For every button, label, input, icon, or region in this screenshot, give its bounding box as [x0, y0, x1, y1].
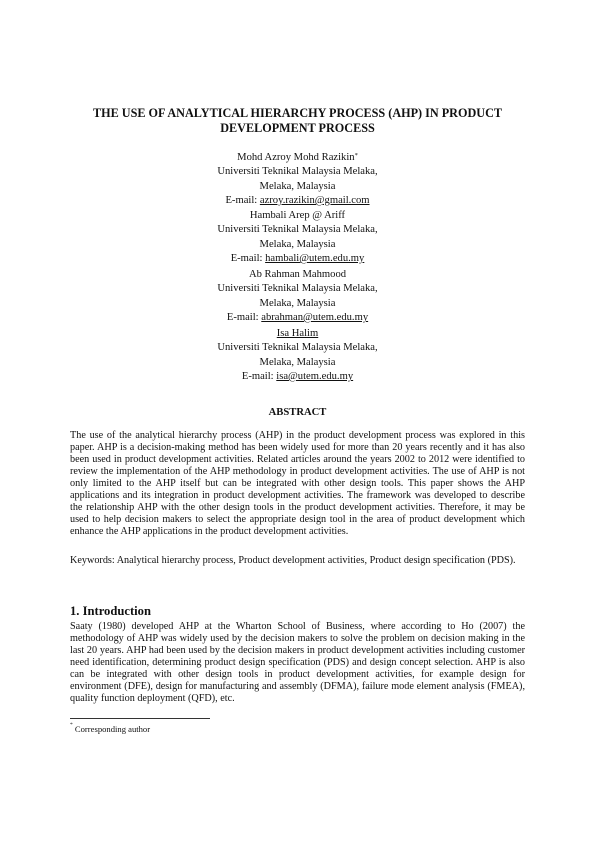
footnote-text: Corresponding author	[74, 724, 151, 734]
author-block	[100, 151, 495, 208]
author-name-line	[100, 151, 495, 165]
author-email-line	[100, 311, 495, 325]
author-email-link[interactable]: isa@utem.edu.my	[276, 370, 354, 382]
email-label: E-mail:	[226, 311, 262, 323]
email-label: E-mail:	[225, 194, 260, 206]
keywords-text: Keywords: Analytical hierarchy process, Product development activities, Product design specification (PDS).	[70, 555, 516, 566]
author-email-link[interactable]: abrahman@utem.edu.my	[261, 311, 369, 323]
author-email-line	[100, 370, 495, 384]
author-name: Mohd Azroy Mohd Razikin	[237, 152, 355, 163]
author-block	[100, 209, 495, 266]
abstract-heading: ABSTRACT	[268, 407, 327, 418]
author-email-line	[100, 252, 495, 266]
section-heading-introduction: 1. Introduction	[70, 604, 151, 618]
footnote-mark: *	[70, 722, 73, 728]
author-name: Hambali Arep @ Ariff	[249, 210, 346, 221]
abstract-text: The use of the analytical hierarchy process (AHP) in the product development process was explored in this paper. AHP is a decision-making method has been widely used for more than 20 years recently and it has also been used in product development activities. Related articles around the years 2002 to 2012 were identified to review the implementation of the AHP methodology in product development activities. The use of AHP is not only limited to the AHP itself but can be integrated with other design tools. This paper shows the AHP applications and its integration in product development activities. The framework was developed to describe the relationship AHP with the other design tools in the product development activities. Therefore, it may be used to help decision makers to select the appropriate design tool in the area of product development which enhance the AHP applications in the product development activities.	[70, 430, 525, 538]
author-location: Melaka, Malaysia	[259, 238, 336, 250]
author-block	[100, 327, 495, 384]
author-email-link[interactable]: azroy.razikin@gmail.com	[259, 194, 370, 206]
email-label: E-mail:	[241, 370, 277, 382]
author-affiliation: Universiti Teknikal Malaysia Melaka,	[217, 283, 378, 295]
email-label: E-mail:	[230, 252, 266, 264]
author-email-link[interactable]: hambali@utem.edu.my	[265, 252, 365, 264]
author-location: Melaka, Malaysia	[259, 297, 336, 309]
paper-title: THE USE OF ANALYTICAL HIERARCHY PROCESS (AHP) IN PRODUCT DEVELOPMENT PROCESS	[92, 106, 502, 135]
author-name: Ab Rahman Mahmood	[248, 269, 347, 280]
author-email-line	[100, 194, 495, 208]
author-location: Melaka, Malaysia	[259, 180, 336, 192]
author-affiliation: Universiti Teknikal Malaysia Melaka,	[217, 224, 378, 236]
author-location: Melaka, Malaysia	[259, 356, 336, 368]
corresponding-author-mark: *	[354, 152, 358, 159]
author-affiliation: Universiti Teknikal Malaysia Melaka,	[217, 342, 378, 354]
introduction-text: Saaty (1980) developed AHP at the Wharton School of Business, where according to Ho (2007) the methodology of AHP was widely used by the decision makers to solve the problem on decision making in the last 20 years. AHP had been used by the decision makers in product development activities including customer need identification, determining product design specification (PDS) and design concept selection. AHP is also can be integrated with other design tools in product development activities, for example design for environment (DFE), design for manufacturing and assembly (DFMA), failure mode element analysis (FMEA), quality function deployment (QFD), etc.	[70, 621, 525, 705]
footnote	[70, 724, 150, 734]
author-block	[100, 268, 495, 325]
author-affiliation: Universiti Teknikal Malaysia Melaka,	[217, 166, 378, 178]
footnote-divider	[70, 718, 210, 719]
author-name: Isa Halim	[276, 328, 319, 339]
